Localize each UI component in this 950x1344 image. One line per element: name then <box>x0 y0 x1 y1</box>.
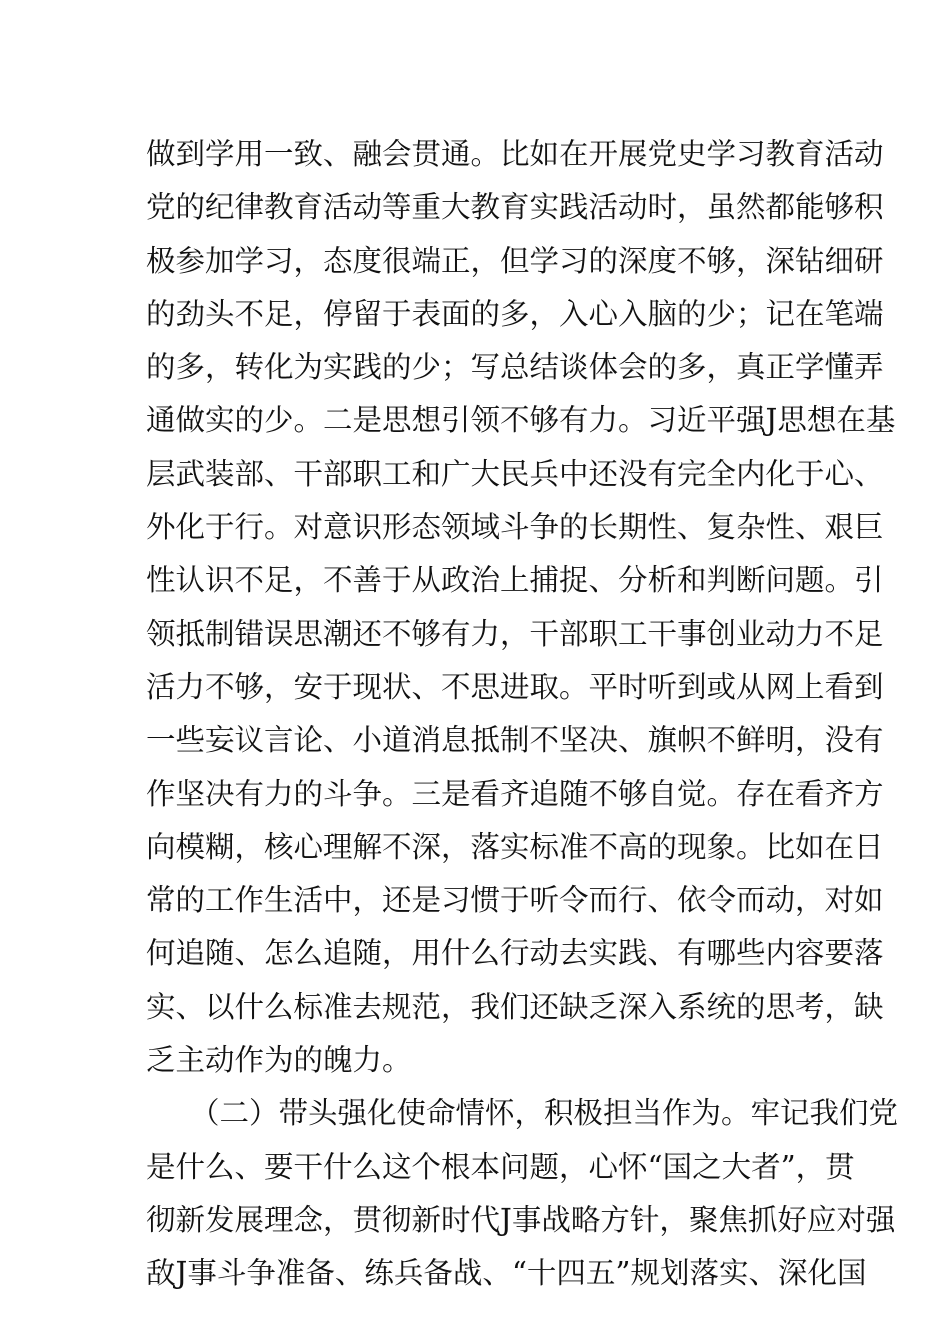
text-line: 作坚决有力的斗争。三是看齐追随不够自觉。存在看齐方 <box>146 776 884 811</box>
text-line: 层武装部、干部职工和广大民兵中还没有完全内化于心、 <box>146 456 884 491</box>
text-line: 活力不够，安于现状、不思进取。平时听到或从网上看到 <box>146 669 884 704</box>
text-line: 性认识不足，不善于从政治上捕捉、分析和判断问题。引 <box>146 563 884 598</box>
text-line: 做到学用一致、融会贯通。比如在开展党史学习教育活动 <box>146 137 884 171</box>
text-line: 极参加学习，态度很端正，但学习的深度不够，深钻细研 <box>146 243 884 278</box>
text-line: 通做实的少。二是思想引领不够有力。习近平强J思想在基 <box>146 403 896 438</box>
text-line: 的多，转化为实践的少；写总结谈体会的多，真正学懂弄 <box>146 350 884 385</box>
text-line: 的劲头不足，停留于表面的多，入心入脑的少；记在笔端 <box>146 296 884 331</box>
text-line: 常的工作生活中，还是习惯于听令而行、依令而动，对如 <box>146 883 884 918</box>
text-line: 是什么、要干什么这个根本问题，心怀“国之大者”，贯 <box>146 1149 855 1184</box>
text-line: 向模糊，核心理解不深，落实标准不高的现象。比如在日 <box>146 829 884 864</box>
text-line: 何追随、怎么追随，用什么行动去实践、有哪些内容要落 <box>146 936 884 971</box>
text-line: 一些妄议言论、小道消息抵制不坚决、旗帜不鲜明，没有 <box>146 723 884 758</box>
text-line: 敌J事斗争准备、练兵备战、“十四五”规划落实、深化国 <box>146 1256 867 1291</box>
text-line: 党的纪律教育活动等重大教育实践活动时，虽然都能够积 <box>146 190 884 225</box>
text-line: 外化于行。对意识形态领域斗争的长期性、复杂性、艰巨 <box>146 510 884 545</box>
section-heading-line: （二）带头强化使命情怀，积极担当作为。牢记我们党 <box>190 1096 899 1131</box>
text-line: 领抵制错误思潮还不够有力，干部职工干事创业动力不足 <box>146 616 884 651</box>
text-line: 实、以什么标准去规范，我们还缺乏深入系统的思考，缺 <box>146 989 884 1024</box>
document-body <box>146 128 899 1301</box>
paragraph-end-line: 乏主动作为的魄力。 <box>146 1043 412 1078</box>
text-line: 彻新发展理念，贯彻新时代J事战略方针，聚焦抓好应对强 <box>146 1202 896 1237</box>
